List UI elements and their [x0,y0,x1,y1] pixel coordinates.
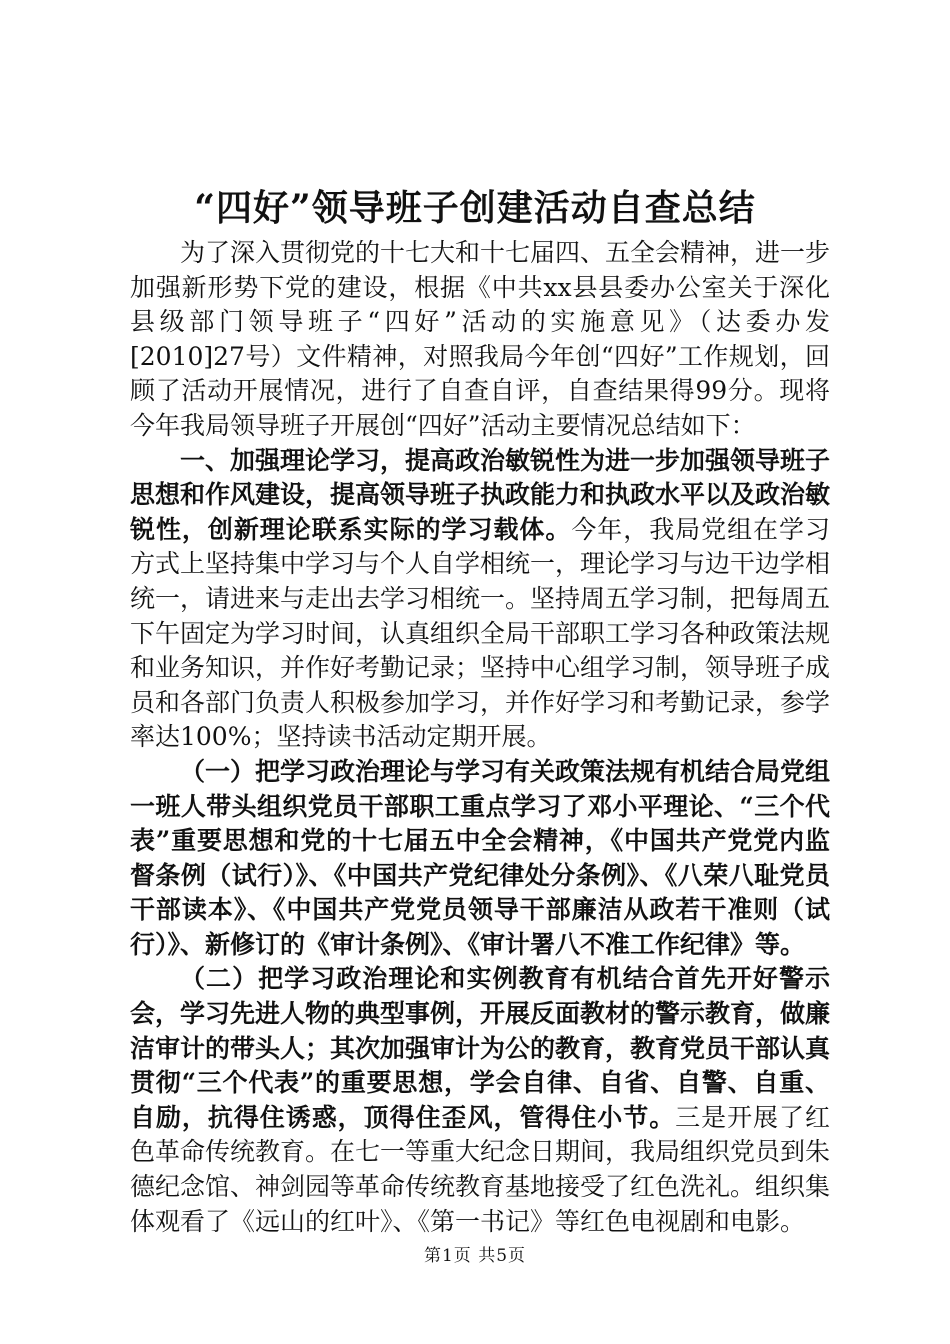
paragraph-text: 三是开展了红色革命传统教育。在七一等重大纪念日期间，我局组织党员到朱德纪念馆、神剑园等革命传统教育基地接受了红色洗礼。组织集体观看了《远山的红叶》、《第一书记》等红色电视剧和电影。 [130,1102,831,1236]
paragraph-lead: 一、加强理论学习，提高政治敏锐性为进一步加强领导班子思想和作风建设，提高领导班子执政能力和执政水平以及政治敏锐性，创新理论联系实际的学习载体。 [130,445,831,544]
document-title: “四好”领导班子创建活动自查总结 [194,187,756,229]
paragraph-text: 今年，我局党组在学习方式上坚持集中学习与个人自学相统一，理论学习与边干边学相统一，请进来与走出去学习相统一。坚持周五学习制，把每周五下午固定为学习时间，认真组织全局干部职工学习各种政策法规和业务知识，并作好考勤记录；坚持中心组学习制，领导班子成员和各部门负责人积极参加学习，并作好学习和考勤记录，参学率达100%；坚持读书活动定期开展。 [130,514,831,752]
paragraph-intro [130,236,830,444]
paragraph-lead: （二）把学习政治理论和实例教育有机结合首先开好警示会，学习先进人物的典型事例，开展反面教材的警示教育，做廉洁审计的带头人；其次加强审计为公的教育，教育党员干部认真贯彻“三个代表”的重要思想，学会自律、自省、自警、自重、自励，抗得住诱惑，顶得住歪风，管得住小节。 [130,964,831,1132]
paragraph-section-one [130,444,830,755]
paragraph-text: 为了深入贯彻党的十七大和十七届四、五全会精神，进一步加强新形势下党的建设，根据《中共xx县县委办公室关于深化县级部门领导班子“四好”活动的实施意见》（达委办发[2010]27号）文件精神，对照我局今年创“四好”工作规划，回顾了活动开展情况，进行了自查自评，自查结果得99分。现将今年我局领导班子开展创“四好”活动主要情况总结如下： [130,238,831,440]
paragraph-subsection-one [130,755,830,963]
page-number-footer: 第1页 共5页 [423,1246,527,1266]
paragraph-lead: （一）把学习政治理论与学习有关政策法规有机结合局党组一班人带头组织党员干部职工重点学习了邓小平理论、“三个代表”重要思想和党的十七届五中全会精神，《中国共产党党内监督条例（试行）》、《中国共产党纪律处分条例》、《八荣八耻党员干部读本》、《中国共产党党员领导干部廉洁从政若干准则（试行）》、新修订的《审计条例》、《审计署八不准工作纪律》等。 [130,756,831,959]
paragraph-subsection-two [130,962,830,1239]
document-body [130,236,830,1239]
